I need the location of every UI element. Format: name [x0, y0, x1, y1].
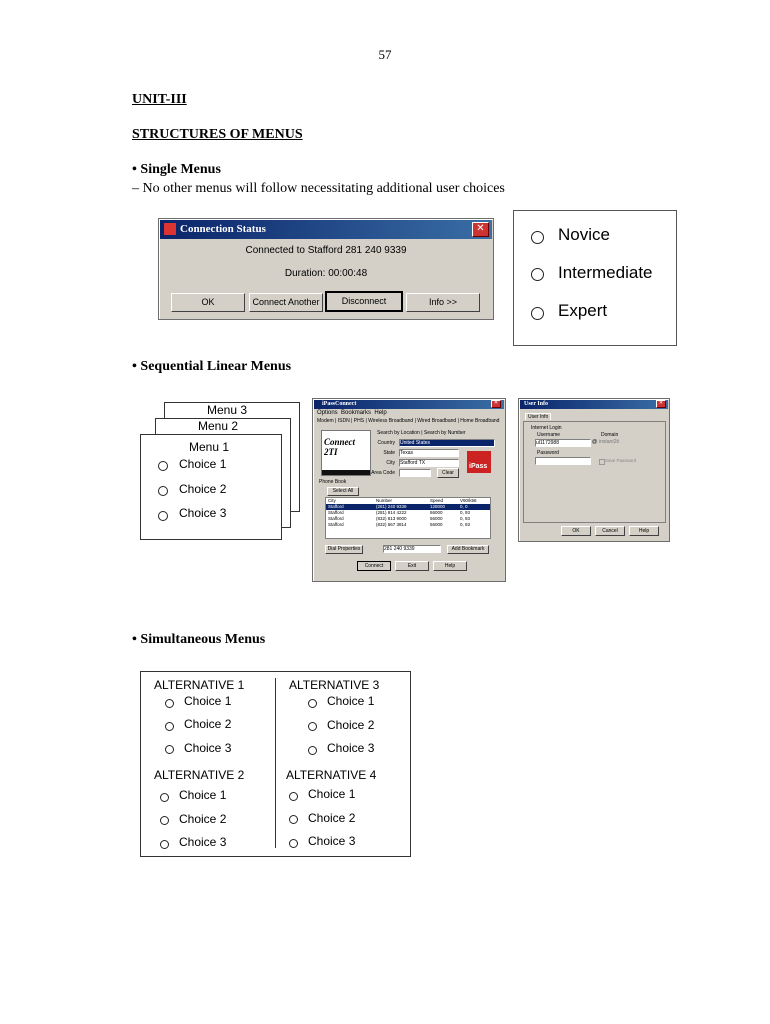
single-menus-heading: • Single Menus [132, 162, 221, 177]
add-bookmark-button[interactable]: Add Bookmark [447, 545, 489, 554]
menu-1-card [140, 434, 282, 540]
menu-options[interactable]: Options [317, 410, 338, 416]
ipass-brand: iPass [469, 463, 488, 470]
alt1-choice1-label: Choice 1 [184, 694, 232, 708]
state-select[interactable]: Texas [399, 449, 459, 457]
connect-another-button[interactable]: Connect Another [249, 293, 323, 312]
alt1-choice2-radio[interactable] [165, 722, 174, 731]
alternative-3-title: ALTERNATIVE 3 [289, 678, 380, 692]
table-header-number: Number [376, 498, 393, 503]
menu-3-title: Menu 3 [207, 403, 248, 417]
table-row[interactable]: Stafford [328, 522, 344, 527]
save-password-label: Save Password [605, 458, 637, 463]
table-cell: (832) 813 9000 [376, 516, 407, 521]
connection-status-titlebar [160, 220, 492, 239]
disconnect-button[interactable]: Disconnect [325, 291, 403, 312]
alt4-choice3-label: Choice 3 [308, 834, 356, 848]
alt3-choice3-radio[interactable] [308, 746, 317, 755]
info-button[interactable]: Info >> [406, 293, 480, 312]
menu1-choice3-label: Choice 3 [179, 506, 227, 520]
connected-text: Connected to Stafford 281 240 9339 [245, 245, 407, 256]
app-icon [164, 223, 176, 235]
table-row[interactable]: Stafford [328, 510, 344, 515]
intermediate-label: Intermediate [558, 263, 653, 282]
alt4-choice1-label: Choice 1 [308, 787, 356, 801]
menu1-choice2-label: Choice 2 [179, 482, 227, 496]
city-label: City [386, 460, 395, 466]
ipass-window [312, 398, 506, 582]
tab-phs[interactable]: PHS [353, 418, 365, 424]
phone-book-table [325, 497, 491, 539]
alt2-choice3-label: Choice 3 [179, 835, 227, 849]
user-info-tab[interactable]: User Info [525, 413, 551, 420]
alt2-choice1-label: Choice 1 [179, 788, 227, 802]
novice-radio[interactable] [531, 231, 544, 244]
alt1-choice3-radio[interactable] [165, 745, 174, 754]
ipass-titlebar [314, 400, 504, 409]
menu1-choice3-radio[interactable] [158, 511, 168, 521]
table-cell: 0, 93 [460, 516, 471, 521]
table-header-city: City [328, 498, 336, 503]
page-number: 57 [378, 47, 392, 62]
table-cell: 56000 [430, 510, 443, 515]
alternative-4-title: ALTERNATIVE 4 [286, 768, 377, 782]
country-label: Country [377, 440, 395, 446]
user-info-window [518, 398, 670, 542]
table-cell: 0, 0 [460, 504, 468, 509]
close-icon[interactable]: ✕ [472, 222, 489, 237]
username-field[interactable]: ul1172988 [535, 439, 591, 447]
table-cell: (832) 567 3814 [376, 522, 407, 527]
at-symbol: @ [592, 439, 598, 445]
table-row[interactable]: Stafford [328, 516, 344, 521]
exit-button[interactable]: Exit [395, 561, 429, 571]
alt3-choice1-label: Choice 1 [327, 694, 375, 708]
domain-label: Domain [601, 432, 619, 438]
alt1-choice1-radio[interactable] [165, 699, 174, 708]
logo-text: Connect 2TI [324, 437, 356, 457]
section-heading: STRUCTURES OF MENUS [132, 127, 303, 142]
phone-book-label: Phone Book [319, 479, 347, 485]
table-cell: 0, 93 [460, 510, 471, 515]
tab-search-location[interactable]: Search by Location [377, 430, 420, 436]
menu-1-title: Menu 1 [189, 440, 230, 454]
city-select[interactable]: Stafford TX [399, 459, 459, 467]
alt3-choice2-radio[interactable] [308, 722, 317, 731]
help-button[interactable]: Help [433, 561, 467, 571]
state-label: State [383, 450, 395, 456]
column-divider [275, 678, 276, 848]
ok-button[interactable]: OK [171, 293, 245, 312]
expert-radio[interactable] [531, 307, 544, 320]
clear-button[interactable]: Clear [437, 468, 459, 478]
menu-help[interactable]: Help [374, 410, 387, 416]
search-tabs: Search by Location | Search by Number [377, 430, 466, 436]
logo-bar [322, 470, 370, 475]
single-menus-description: – No other menus will follow necessitating additional user choices [132, 181, 505, 196]
alt3-choice2-label: Choice 2 [327, 718, 375, 732]
alt3-choice1-radio[interactable] [308, 699, 317, 708]
domain-field[interactable]: instant2ti [599, 439, 620, 445]
connect-button[interactable]: Connect [357, 561, 391, 571]
alt2-choice1-radio[interactable] [160, 793, 169, 802]
table-cell: (281) 240 9339 [376, 504, 407, 509]
alternative-2-title: ALTERNATIVE 2 [154, 768, 245, 782]
user-info-titlebar [520, 400, 668, 409]
tab-isdn[interactable]: ISDN [337, 418, 350, 424]
table-header-speed: Speed [430, 498, 444, 503]
alt4-choice1-radio[interactable] [289, 792, 298, 801]
ipass-menubar [317, 410, 387, 416]
menu1-choice2-radio[interactable] [158, 486, 168, 496]
dial-properties-button[interactable]: Dial Properties [325, 545, 363, 554]
alternative-1-title: ALTERNATIVE 1 [154, 678, 245, 692]
unit-heading: UNIT-III [132, 92, 187, 107]
ipass-close-icon[interactable]: ✕ [491, 400, 501, 408]
table-cell: 56000 [430, 522, 443, 527]
dial-number-field[interactable]: 281 240 9339 [383, 545, 441, 553]
tab-home[interactable]: Home Broadband [460, 418, 500, 424]
tab-modem[interactable]: Modem [317, 418, 334, 424]
duration-text: Duration: 00:00:48 [284, 268, 368, 279]
alt2-choice2-label: Choice 2 [179, 812, 227, 826]
user-info-title: User Info [524, 401, 549, 407]
alt4-choice2-label: Choice 2 [308, 811, 356, 825]
user-info-cancel-button[interactable]: Cancel [595, 526, 625, 536]
sequential-menus-heading: • Sequential Linear Menus [132, 359, 292, 374]
user-info-help-button[interactable]: Help [629, 526, 659, 536]
table-row[interactable]: Stafford [328, 504, 344, 509]
username-label: Username [537, 432, 561, 438]
table-cell: 128000 [430, 504, 446, 509]
password-field[interactable] [535, 457, 591, 465]
connection-status-dialog [158, 218, 494, 320]
connection-status-title: Connection Status [180, 223, 266, 235]
experience-level-box [513, 210, 677, 346]
alt4-choice2-radio[interactable] [289, 815, 298, 824]
simultaneous-menus-heading: • Simultaneous Menus [132, 632, 266, 647]
select-all-button[interactable]: Select All [327, 487, 359, 496]
connect2ti-logo [321, 430, 371, 476]
alt2-choice2-radio[interactable] [160, 816, 169, 825]
tab-wired[interactable]: Wired Broadband [417, 418, 457, 424]
country-select[interactable]: United States [399, 439, 495, 447]
table-cell: (281) 914 4222 [376, 510, 407, 515]
tab-wireless[interactable]: Wireless Broadband [368, 418, 414, 424]
tab-search-number[interactable]: Search by Number [423, 430, 466, 436]
internet-login-label: Internet Login [531, 425, 562, 431]
user-info-close-icon[interactable]: ✕ [656, 400, 666, 408]
menu-bookmarks[interactable]: Bookmarks [341, 410, 372, 416]
ipass-tabs: Modem | ISDN | PHS | Wireless Broadband | Wired Broadband | Home Broadband [317, 418, 500, 424]
table-cell: 0, 93 [460, 522, 471, 527]
alt4-choice3-radio[interactable] [289, 839, 298, 848]
alt2-choice3-radio[interactable] [160, 840, 169, 849]
alt1-choice2-label: Choice 2 [184, 717, 232, 731]
ipass-title: iPassConnect [322, 401, 357, 407]
menu-2-title: Menu 2 [198, 419, 239, 433]
area-code-input[interactable] [399, 469, 431, 477]
novice-label: Novice [558, 225, 610, 244]
area-code-label: Area Code [371, 470, 395, 476]
simultaneous-menus-box [140, 671, 411, 857]
ipass-logo [467, 451, 491, 473]
table-header-v90: V90/k56 [460, 498, 477, 503]
intermediate-radio[interactable] [531, 268, 544, 281]
user-info-ok-button[interactable]: OK [561, 526, 591, 536]
expert-label: Expert [558, 301, 608, 320]
table-cell: 56000 [430, 516, 443, 521]
password-label: Password [537, 450, 559, 456]
menu1-choice1-label: Choice 1 [179, 457, 227, 471]
alt1-choice3-label: Choice 3 [184, 741, 232, 755]
alt3-choice3-label: Choice 3 [327, 741, 375, 755]
menu1-choice1-radio[interactable] [158, 461, 168, 471]
